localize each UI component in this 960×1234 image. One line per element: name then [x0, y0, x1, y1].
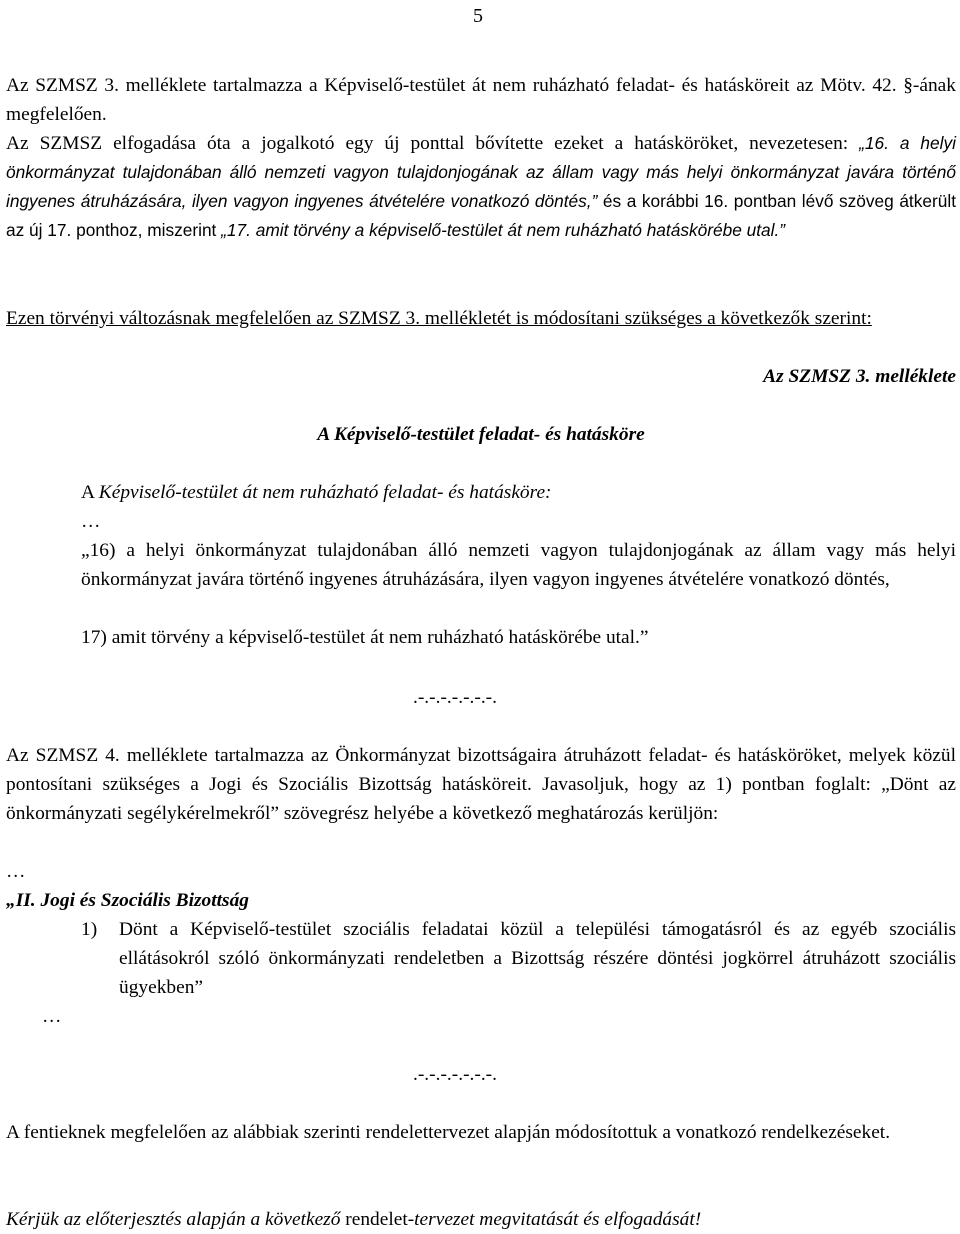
- closing-request: Kérjük az előterjesztés alapján a következő rendelet-tervezet megvitatását és elfogadását!: [6, 1209, 702, 1230]
- section-separator-2: .-.-.-.-.-.-.-.: [413, 1064, 497, 1085]
- annex-3-item-16: „16) a helyi önkormányzat tulajdonában álló nemzeti vagyon tulajdonjogának az állam vagy más helyi önkormányzat javára történő ingyenes átruházására, ilyen vagyon ingyenes átvételére vonatkozó döntés,: [81, 540, 956, 590]
- annex-4-paragraph: Az SZMSZ 4. melléklete tartalmazza az Önkormányzat bizottságaira átruházott feladat- és hatásköröket, melyek közül pontosítani szükséges a Jogi és Szociális Bizottság hatásköreit. Javasoljuk, hogy az 1) pontban foglalt: „Dönt az önkormányzati segélykérelmekről” szövegrész helyébe a következő meghatározás kerüljön:: [6, 745, 956, 824]
- amendment-intro: Az SZMSZ elfogadása óta a jogalkotó egy új ponttal bővítette ezeket a hatásköröket, nevezetesen:: [6, 133, 860, 154]
- new-point-16-quote: „16. a helyi önkormányzat tulajdonában álló nemzeti vagyon tulajdonjogának az állam vagy más helyi önkormányzat javára történő ingyenes átruházására, ilyen vagyon ingyenes átvételére vonatkozó döntés,”: [6, 133, 956, 211]
- annex-3-subtitle: A Képviselő-testület át nem ruházható feladat- és hatásköre:: [81, 482, 552, 503]
- annex-3-title: A Képviselő-testület feladat- és hatásköre: [317, 424, 645, 445]
- section-separator: .-.-.-.-.-.-.-.: [413, 687, 497, 708]
- annex-3-item-17: 17) amit törvény a képviselő-testület át nem ruházható hatáskörébe utal.”: [81, 627, 649, 648]
- conclusion-paragraph: A fentieknek megfelelően az alábbiak szerinti rendelettervezet alapján módosítottuk a vonatkozó rendelkezéseket.: [6, 1122, 891, 1143]
- annex-3-ellipsis: …: [81, 511, 101, 532]
- annex-3-label: Az SZMSZ 3. melléklete: [763, 366, 956, 387]
- amendment-mid-text: és a korábbi 16. pontban lévő szöveg átkerült az új 17. ponthoz, miszerint: [6, 191, 956, 240]
- modification-notice: Ezen törvényi változásnak megfelelően az SZMSZ 3. mellékletét is módosítani szükséges a következők szerint:: [6, 308, 872, 329]
- amendment-paragraph: [6, 129, 956, 245]
- new-point-17-quote: „17. amit törvény a képviselő-testület át nem ruházható hatáskörébe utal.”: [221, 220, 786, 240]
- committee-item-text: Dönt a Képviselő-testület szociális feladatai közül a települési támogatásról és az egyéb szociális ellátásokról szóló önkormányzati rendeletben a Bizottság részére döntési jogkörrel átruházott szociális ügyekben”: [119, 919, 956, 998]
- committee-ellipsis-2: …: [42, 1006, 62, 1027]
- intro-paragraph: Az SZMSZ 3. melléklete tartalmazza a Képviselő-testület át nem ruházható feladat- és hatásköreit az Mötv. 42. §-ának megfelelően.: [6, 75, 956, 125]
- page-number: 5: [473, 5, 483, 27]
- committee-item-number: 1): [81, 919, 98, 940]
- committee-ellipsis: …: [6, 861, 26, 882]
- committee-heading: „II. Jogi és Szociális Bizottság: [6, 890, 249, 911]
- committee-item-1: [81, 915, 956, 1002]
